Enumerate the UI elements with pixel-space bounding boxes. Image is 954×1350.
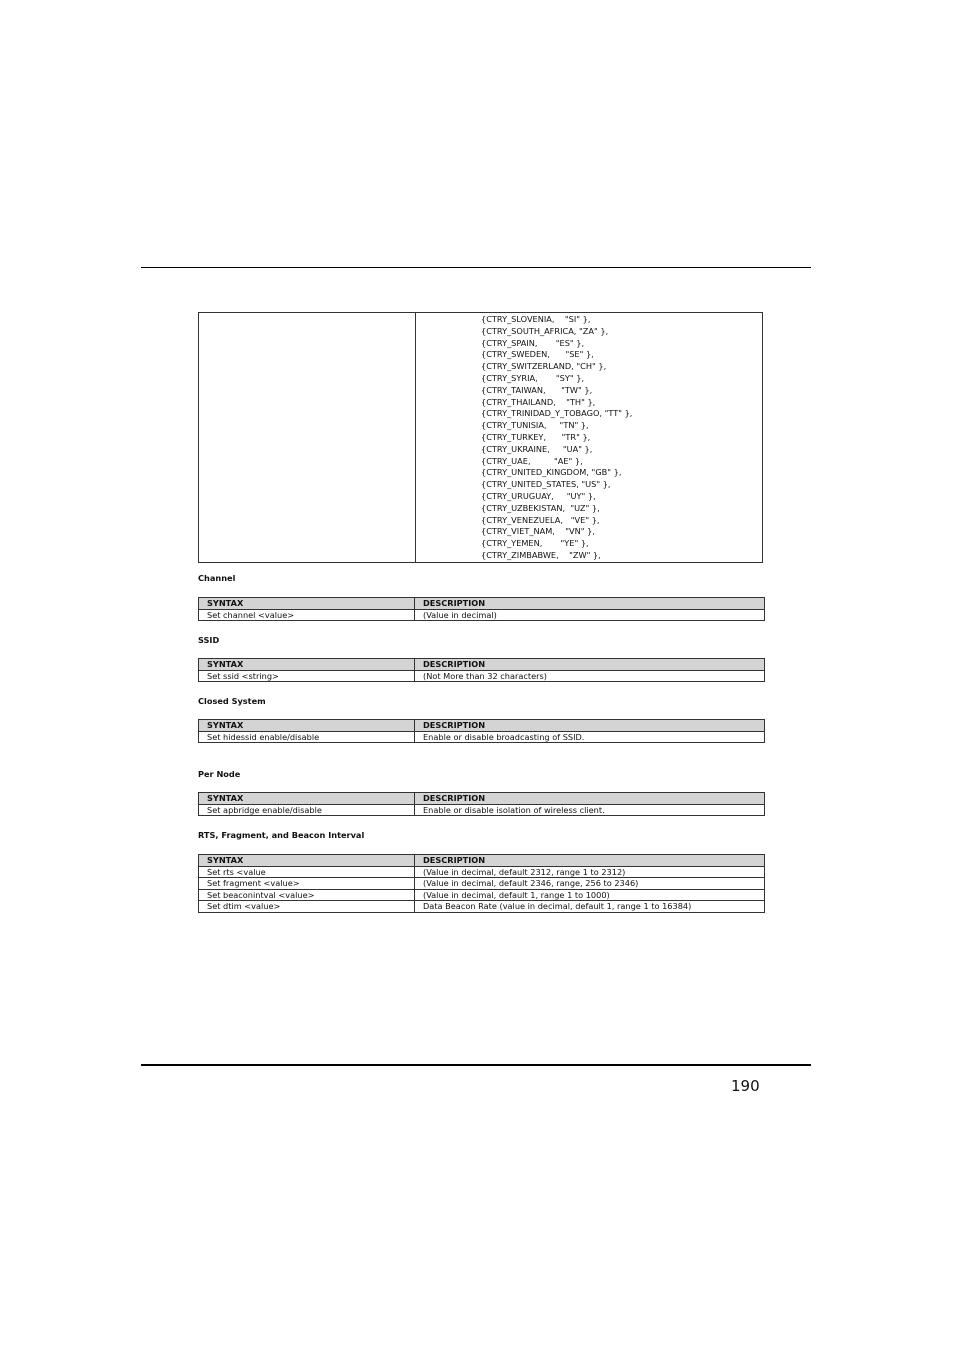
syntax-header: SYNTAX: [199, 720, 415, 732]
ssid-table: [198, 658, 765, 682]
description-cell: (Value in decimal, default 1, range 1 to 1000): [415, 889, 765, 901]
table-row: [199, 609, 765, 621]
table-row: [199, 670, 765, 682]
syntax-cell: Set ssid <string>: [199, 670, 415, 682]
country-code-line: {CTRY_UNITED_STATES, "US" },: [481, 479, 611, 490]
channel-table: [198, 597, 765, 621]
country-code-line: {CTRY_SWEDEN, "SE" },: [481, 349, 594, 360]
table-row: [199, 901, 765, 913]
section-title-closed-system: Closed System: [198, 696, 266, 706]
syntax-cell: Set hidessid enable/disable: [199, 731, 415, 743]
section-title-per-node: Per Node: [198, 769, 241, 779]
country-code-line: {CTRY_SOUTH_AFRICA, "ZA" },: [481, 325, 609, 336]
country-code-line: {CTRY_UAE, "AE" },: [481, 455, 583, 466]
description-header: DESCRIPTION: [415, 598, 765, 610]
country-code-label-cell: [199, 313, 416, 563]
country-code-line: {CTRY_TAIWAN, "TW" },: [481, 384, 593, 395]
syntax-header: SYNTAX: [199, 793, 415, 805]
page-number: 190: [731, 1077, 760, 1095]
description-header: DESCRIPTION: [415, 720, 765, 732]
country-code-line: {CTRY_YEMEN, "YE" },: [481, 538, 589, 549]
country-code-line: {CTRY_TURKEY, "TR" },: [481, 431, 591, 442]
country-code-line: {CTRY_TUNISIA, "TN" },: [481, 420, 589, 431]
country-code-line: {CTRY_VENEZUELA, "VE" },: [481, 514, 600, 525]
country-code-line: {CTRY_ZIMBABWE, "ZW" },: [481, 549, 601, 560]
syntax-header: SYNTAX: [199, 855, 415, 867]
country-code-line: {CTRY_SYRIA, "SY" },: [481, 372, 585, 383]
country-code-line: {CTRY_UNITED_KINGDOM, "GB" },: [481, 467, 622, 478]
closed-system-table: [198, 719, 765, 743]
syntax-cell: Set channel <value>: [199, 609, 415, 621]
country-code-line: {CTRY_SLOVENIA, "SI" },: [481, 314, 591, 324]
table-row: [199, 731, 765, 743]
country-code-list-cell: [416, 313, 763, 563]
syntax-cell: Set dtim <value>: [199, 901, 415, 913]
description-cell: Data Beacon Rate (value in decimal, default 1, range 1 to 16384): [415, 901, 765, 913]
description-header: DESCRIPTION: [415, 659, 765, 671]
country-code-line: {CTRY_SPAIN, "ES" },: [481, 337, 585, 348]
section-title-channel: Channel: [198, 573, 236, 583]
description-cell: (Value in decimal, default 2312, range 1 to 2312): [415, 866, 765, 878]
table-row: [199, 866, 765, 878]
country-code-line: {CTRY_UKRAINE, "UA" },: [481, 443, 593, 454]
country-code-line: {CTRY_VIET_NAM, "VN" },: [481, 526, 595, 537]
syntax-cell: Set fragment <value>: [199, 878, 415, 890]
description-cell: Enable or disable broadcasting of SSID.: [415, 731, 765, 743]
country-code-line: {CTRY_THAILAND, "TH" },: [481, 396, 596, 407]
country-code-table: [198, 312, 763, 563]
section-title-ssid: SSID: [198, 635, 220, 645]
syntax-header: SYNTAX: [199, 659, 415, 671]
footer-rule: [141, 1064, 811, 1066]
syntax-cell: Set rts <value: [199, 866, 415, 878]
description-cell: (Value in decimal, default 2346, range, 256 to 2346): [415, 878, 765, 890]
table-row: [199, 889, 765, 901]
description-header: DESCRIPTION: [415, 855, 765, 867]
country-code-line: {CTRY_URUGUAY, "UY" },: [481, 490, 596, 501]
country-code-line: {CTRY_SWITZERLAND, "CH" },: [481, 361, 607, 372]
country-code-list: [416, 313, 762, 562]
syntax-cell: Set apbridge enable/disable: [199, 804, 415, 816]
header-rule: [141, 267, 811, 268]
table-row: [199, 804, 765, 816]
description-cell: (Not More than 32 characters): [415, 670, 765, 682]
table-row: [199, 878, 765, 890]
description-cell: Enable or disable isolation of wireless client.: [415, 804, 765, 816]
country-code-line: {CTRY_TRINIDAD_Y_TOBAGO, "TT" },: [481, 408, 633, 419]
section-title-rts-fragment-beacon: RTS, Fragment, and Beacon Interval: [198, 830, 365, 840]
description-header: DESCRIPTION: [415, 793, 765, 805]
syntax-cell: Set beaconintval <value>: [199, 889, 415, 901]
rts-fragment-beacon-table: [198, 854, 765, 913]
syntax-header: SYNTAX: [199, 598, 415, 610]
per-node-table: [198, 792, 765, 816]
country-code-line: {CTRY_UZBEKISTAN, "UZ" },: [481, 502, 600, 513]
description-cell: (Value in decimal): [415, 609, 765, 621]
